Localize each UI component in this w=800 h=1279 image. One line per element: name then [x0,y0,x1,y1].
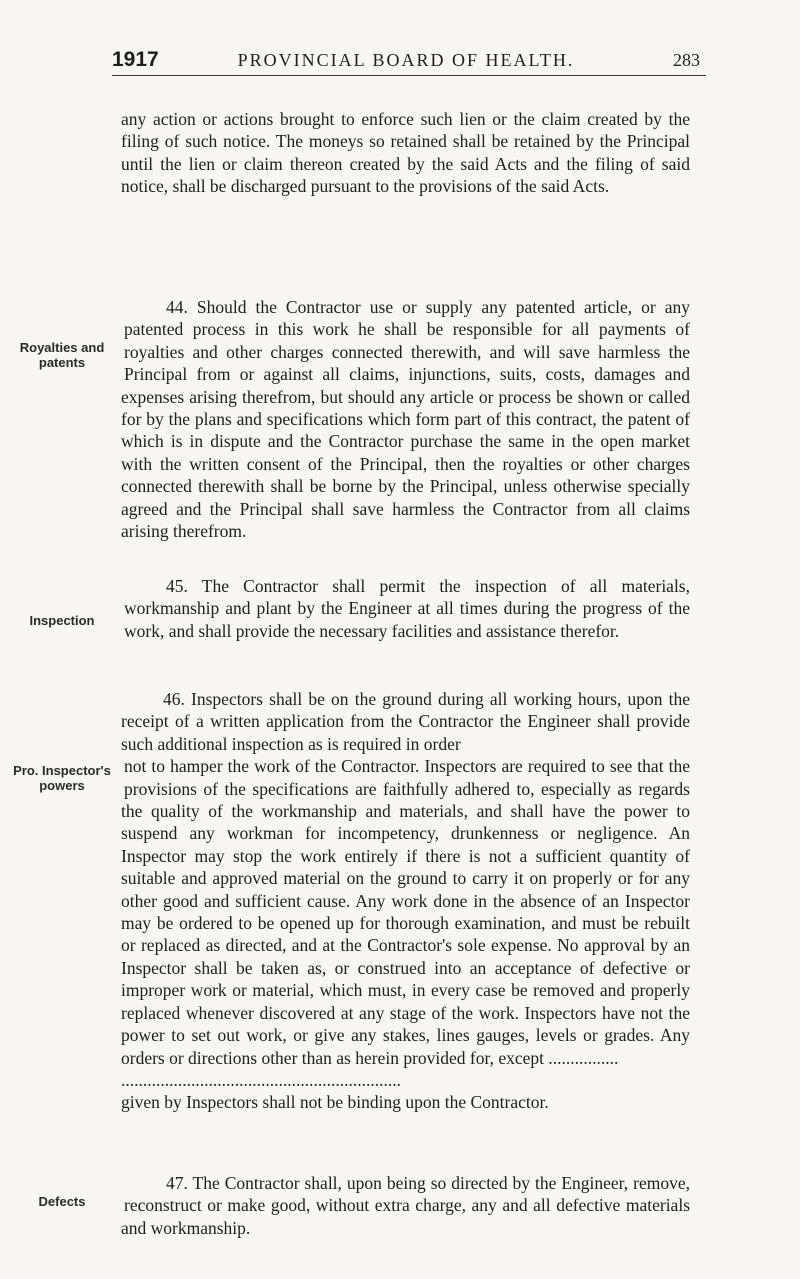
header-rule [112,75,706,76]
sidenote-defects: Defects [38,1194,86,1209]
section-45-text: 45. The Contractor shall permit the inspection of all materials, workmanship and plant by the Engineer at all times during the progress of the work, and shall provide the necessary facilities and assistance therefor. [124,576,690,641]
running-header [112,44,700,76]
intro-paragraph: any action or actions brought to enforce such lien or the claim created by the filing of such notice. The moneys so retained shall be retained by the Principal until the lien or claim thereon created by the said Acts and the filing of said notice, shall be discharged pursuant to the provisions of the said Acts. [121,109,690,197]
section-44-text: 44. Should the Contractor use or supply any patented article, or any patented process in this work he shall be responsible for all payments of royalties and other charges connected therewith, and will save harmless the Principal from or against all claims, injunctions, suits, costs, damages and expenses arising therefrom, but should any article or process be shown or called for by the plans and specifications which form part of this contract, the patent of which is in dispute and the Contractor purchase the same in the open market with the written consent of the Principal, then the royalties or other charges connected therewith shall be borne by the Principal, unless otherwise specially agreed and the Principal shall save harmless the Contractor from all claims arising therefrom. [121,297,690,542]
sidenote-royalties: Royalties and patents [19,340,105,370]
section-47 [38,1172,690,1239]
section-45 [29,575,690,642]
section-46-tail: given by Inspectors shall not be binding upon the Contractor. [121,1092,549,1113]
intro-block [121,108,690,198]
header-title: PROVINCIAL BOARD OF HEALTH. [237,50,575,70]
section-46 [13,688,690,1114]
page-number: 283 [673,50,700,70]
header-year: 1917 [112,48,159,71]
sidenote-inspectors-powers: Pro. Inspector's powers [13,763,111,794]
section-46-lead: 46. Inspectors shall be on the ground during all working hours, upon the receipt of a written application from the Contractor the Engineer shall provide such additional inspection as is required in order [121,689,690,754]
section-47-text: 47. The Contractor shall, upon being so directed by the Engineer, remove, reconstruct or make good, without extra charge, any and all defective materials and workmanship. [121,1173,690,1238]
section-44 [19,296,690,542]
section-46-text: not to hamper the work of the Contractor. Inspectors are required to see that the provisions of the specifications are faithfully adhered to, especially as regards the quality of the workmanship and materials, and shall have the power to suspend any workman for incompetency, drunkenness or negligence. An Inspector may stop the work entirely if there is not a sufficient quantity of suitable and approved material on the ground to carry it on properly or for any other good and sufficient cause. Any work done in the absence of an Inspector may be ordered to be opened up for thorough examination, and must be rebuilt or replaced as directed, and at the Contractor's sole expense. No approval by an Inspector shall be taken as, or construed into an acceptance of defective or improper work or material, which must, in every case be removed and properly replaced whenever discovered at any stage of the work. Inspectors have not the power to set out work, or give any stakes, lines gauges, levels or grades. Any orders or directions other than as herein provided for, except ................ [121,756,690,1068]
section-46-dotted-line: ................................................................ [121,1069,401,1090]
sidenote-inspection: Inspection [29,613,95,628]
